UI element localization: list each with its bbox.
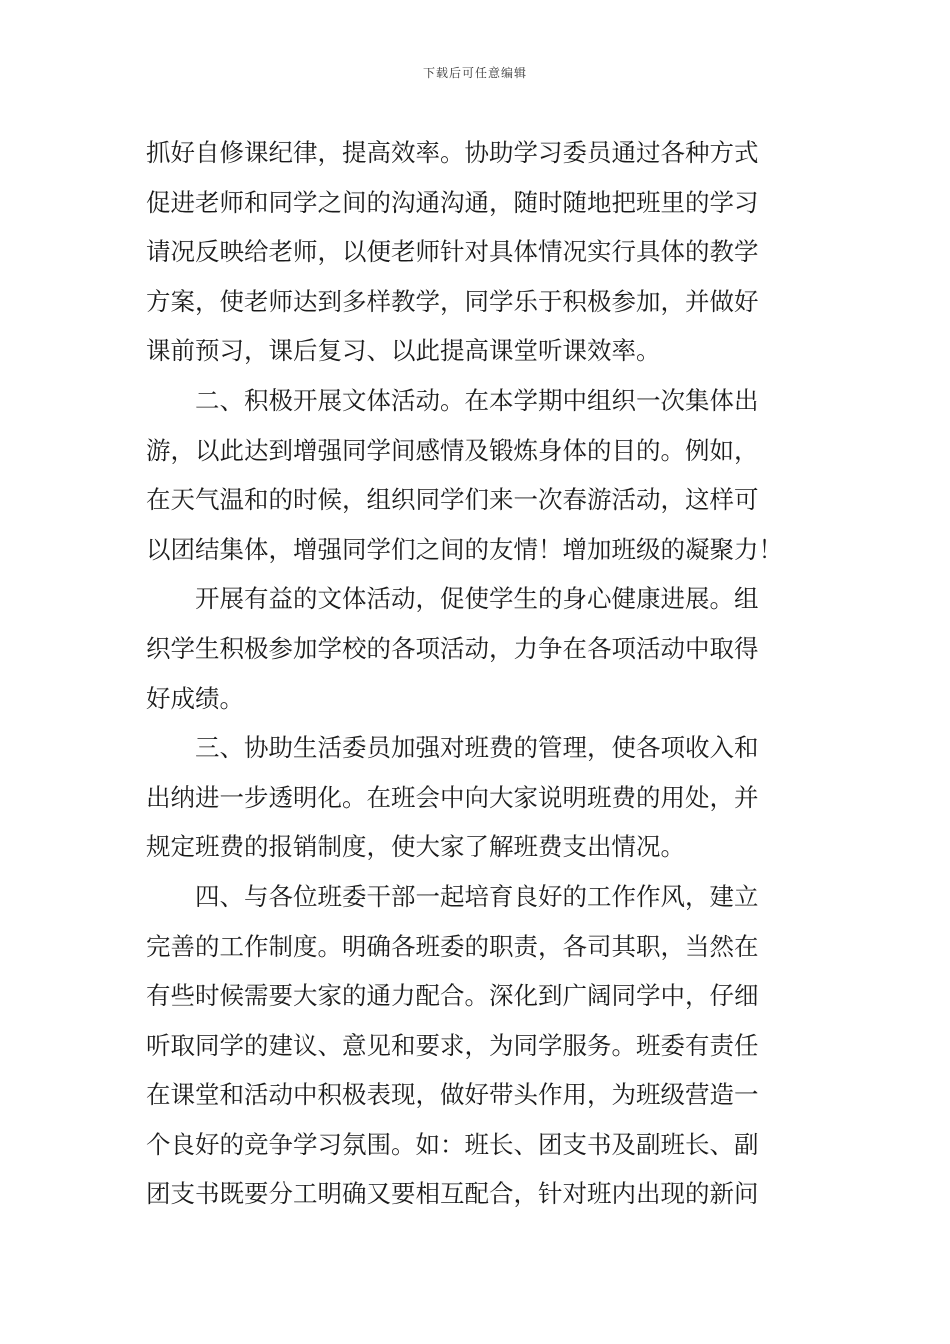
text-line: 团支书既要分工明确又要相互配合，针对班内出现的新问 — [146, 1179, 759, 1209]
text-line: 好成绩。 — [146, 683, 244, 713]
text-line: 出纳进一步透明化。在班会中向大家说明班费的用处，并 — [146, 782, 759, 812]
paragraph-start-line: 三、协助生活委员加强对班费的管理，使各项收入和 — [195, 733, 759, 763]
text-line: 抓好自修课纪律，提高效率。协助学习委员通过各种方式 — [146, 138, 759, 167]
paragraph-start-line: 四、与各位班委干部一起培育良好的工作作风，建立 — [195, 881, 759, 911]
text-line: 规定班费的报销制度，使大家了解班费支出情况。 — [146, 832, 685, 862]
text-line: 个良好的竞争学习氛围。如：班长、团支书及副班长、副 — [146, 1129, 759, 1159]
text-line: 听取同学的建议、意见和要求，为同学服务。班委有责任 — [146, 1030, 759, 1060]
paragraph-start-line: 开展有益的文体活动，促使学生的身心健康进展。组 — [195, 584, 759, 614]
text-line: 请况反映给老师，以便老师针对具体情况实行具体的教学 — [146, 237, 759, 267]
text-line: 有些时候需要大家的通力配合。深化到广阔同学中，仔细 — [146, 981, 759, 1011]
text-line: 课前预习，课后复习、以此提高课堂听课效率。 — [146, 336, 661, 366]
paragraph-start-line: 二、积极开展文体活动。在本学期中组织一次集体出 — [195, 385, 759, 415]
text-line: 织学生积极参加学校的各项活动，力争在各项活动中取得 — [146, 633, 759, 663]
text-line: 游，以此达到增强同学间感情及锻炼身体的目的。例如， — [146, 435, 759, 465]
text-line: 方案，使老师达到多样教学，同学乐于积极参加，并做好 — [146, 286, 759, 316]
text-line: 在天气温和的时候，组织同学们来一次春游活动，这样可 — [146, 485, 759, 515]
text-line: 在课堂和活动中积极表现，做好带头作用，为班级营造一 — [146, 1080, 759, 1110]
document-body — [146, 128, 810, 1219]
page-header: 下载后可任意编辑 — [422, 66, 527, 80]
text-line: 以团结集体，增强同学们之间的友情！增加班级的凝聚力！ — [146, 534, 783, 564]
text-line: 完善的工作制度。明确各班委的职责，各司其职，当然在 — [146, 931, 759, 961]
text-line: 促进老师和同学之间的沟通沟通，随时随地把班里的学习 — [146, 187, 759, 217]
